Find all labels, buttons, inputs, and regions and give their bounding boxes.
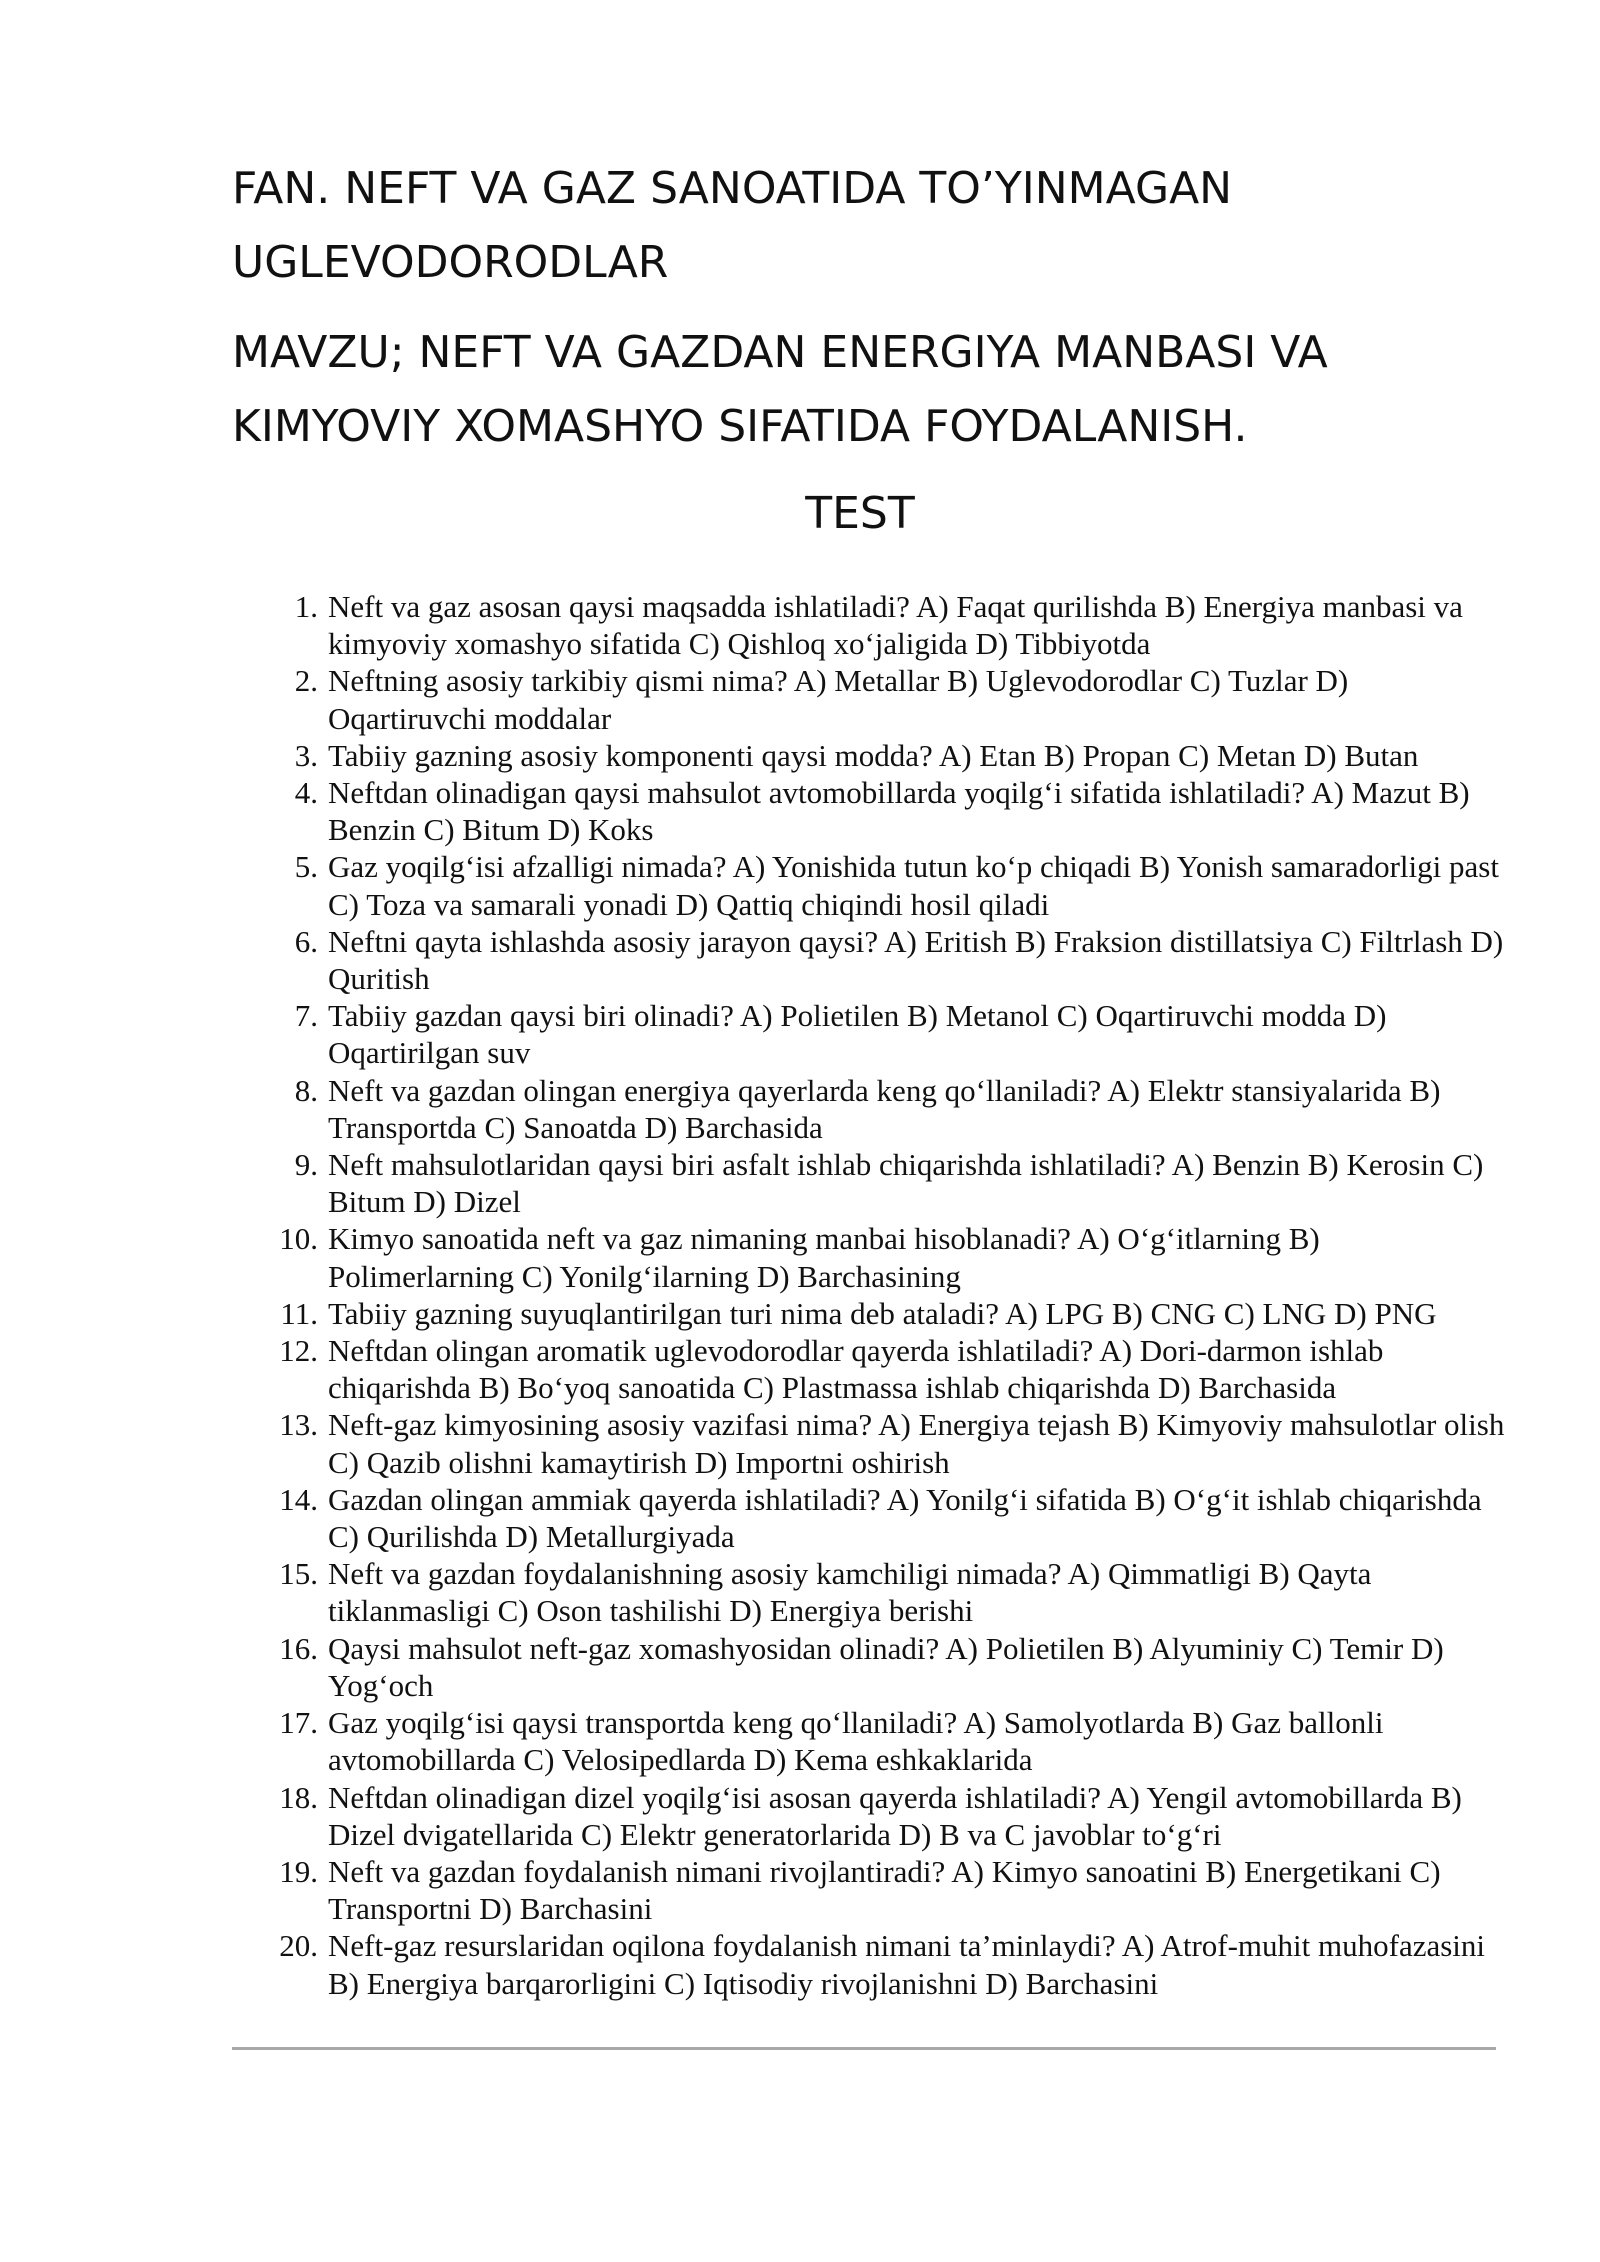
question-text: Qaysi mahsulot neft-gaz xomashyosidan olinadi? A) Polietilen B) Alyuminiy C) Temir D) Yog‘och xyxy=(328,1630,1444,1703)
question-item xyxy=(276,737,1506,774)
question-text: Neft mahsulotlaridan qaysi biri asfalt ishlab chiqarishda ishlatiladi? A) Benzin B) Kerosin C) Bitum D) Dizel xyxy=(328,1147,1484,1220)
question-number: 14. xyxy=(279,1481,318,1517)
question-number: 1. xyxy=(294,589,318,624)
question-item xyxy=(276,588,1506,662)
question-number: 7. xyxy=(294,998,318,1034)
question-text: Tabiiy gazning asosiy komponenti qaysi modda? A) Etan B) Propan C) Metan D) Butan xyxy=(328,737,1419,773)
question-text: Neft-gaz kimyosining asosiy vazifasi nima? A) Energiya tejash B) Kimyoviy mahsulotlar olish C) Qazib olishni kamaytirish D) Importni oshirish xyxy=(328,1407,1505,1480)
question-item xyxy=(276,1146,1506,1220)
question-text: Neft va gazdan olingan energiya qayerlarda keng qo‘llaniladi? A) Elektr stansiyalarida B) Transportda C) Sanoatda D) Barchasida xyxy=(328,1072,1441,1145)
question-number: 17. xyxy=(279,1705,318,1741)
question-item xyxy=(276,1779,1506,1853)
question-item xyxy=(276,848,1506,922)
subject-heading: FAN. NEFT VA GAZ SANOATIDA TO’YINMAGAN UGLEVODORODLAR xyxy=(232,163,1233,288)
question-item xyxy=(276,1295,1506,1332)
question-text: Gaz yoqilg‘isi qaysi transportda keng qo‘llaniladi? A) Samolyotlarda B) Gaz ballonli avtomobillarda C) Velosipedlarda D) Kema eshkaklarida xyxy=(328,1705,1384,1778)
question-number: 3. xyxy=(294,737,318,773)
question-number: 18. xyxy=(279,1779,318,1815)
question-item xyxy=(276,1332,1506,1406)
horizontal-divider xyxy=(232,2047,1496,2050)
question-item xyxy=(276,1481,1506,1555)
test-title: TEST xyxy=(805,488,915,539)
question-text: Neftning asosiy tarkibiy qismi nima? A) Metallar B) Uglevodorodlar C) Tuzlar D) Oqartiruvchi moddalar xyxy=(328,663,1349,736)
question-item xyxy=(276,1555,1506,1629)
question-item xyxy=(276,1072,1506,1146)
question-text: Neftni qayta ishlashda asosiy jarayon qaysi? A) Eritish B) Fraksion distillatsiya C) Filtrlash D) Quritish xyxy=(328,923,1504,997)
question-text: Tabiiy gazning suyuqlantirilgan turi nima deb ataladi? A) LPG B) CNG C) LNG D) PNG xyxy=(328,1295,1437,1331)
question-text: Neft va gaz asosan qaysi maqsadda ishlatiladi? A) Faqat qurilishda B) Energiya manbasi va kimyoviy xomashyo sifatida C) Qishloq xo‘jaligida D) Tibbiyotda xyxy=(328,589,1463,662)
question-number: 13. xyxy=(279,1407,318,1443)
question-item xyxy=(276,1853,1506,1927)
question-number: 9. xyxy=(294,1147,318,1183)
question-item xyxy=(276,1630,1506,1704)
question-text: Neft va gazdan foydalanish nimani rivojlantiradi? A) Kimyo sanoatini B) Energetikani C) Transportni D) Barchasini xyxy=(328,1853,1441,1927)
question-number: 4. xyxy=(294,775,318,811)
question-item xyxy=(276,1406,1506,1480)
question-number: 11. xyxy=(280,1295,318,1331)
question-number: 8. xyxy=(294,1072,318,1108)
question-item xyxy=(276,1927,1506,2001)
question-number: 15. xyxy=(279,1556,318,1592)
question-number: 12. xyxy=(279,1333,318,1369)
question-number: 19. xyxy=(279,1853,318,1889)
question-number: 6. xyxy=(294,923,318,959)
topic-heading: MAVZU; NEFT VA GAZDAN ENERGIYA MANBASI VA KIMYOVIY XOMASHYO SIFATIDA FOYDALANISH. xyxy=(232,327,1328,452)
question-text: Kimyo sanoatida neft va gaz nimaning manbai hisoblanadi? A) O‘g‘itlarning B) Polimerlarning C) Yonilg‘ilarning D) Barchasining xyxy=(328,1221,1320,1294)
question-item xyxy=(276,774,1506,848)
question-item xyxy=(276,1704,1506,1778)
question-number: 10. xyxy=(279,1221,318,1257)
question-text: Neft-gaz resurslaridan oqilona foydalanish nimani ta’minlaydi? A) Atrof-muhit muhofazasini B) Energiya barqarorligini C) Iqtisodiy rivojlanishni D) Barchasini xyxy=(328,1928,1486,2001)
question-text: Neftdan olingan aromatik uglevodorodlar qayerda ishlatiladi? A) Dori-darmon ishlab chiqarishda B) Bo‘yoq sanoatida C) Plastmassa ishlab chiqarishda D) Barchasida xyxy=(328,1333,1384,1406)
question-text: Neftdan olinadigan qaysi mahsulot avtomobillarda yoqilg‘i sifatida ishlatiladi? A) Mazut B) Benzin C) Bitum D) Koks xyxy=(328,775,1470,848)
question-text: Gaz yoqilg‘isi afzalligi nimada? A) Yonishida tutun ko‘p chiqadi B) Yonish samaradorligi past C) Toza va samarali yonadi D) Qattiq chiqindi hosil qiladi xyxy=(328,849,1499,922)
question-item xyxy=(276,1220,1506,1294)
question-item xyxy=(276,997,1506,1071)
question-text: Neftdan olinadigan dizel yoqilg‘isi asosan qayerda ishlatiladi? A) Yengil avtomobillarda B) Dizel dvigatellarida C) Elektr generatorlarida D) B va C javoblar to‘g‘ri xyxy=(328,1779,1462,1852)
question-number: 20. xyxy=(279,1928,318,1964)
question-item xyxy=(276,662,1506,736)
question-list xyxy=(276,588,1506,2002)
question-text: Neft va gazdan foydalanishning asosiy kamchiligi nimada? A) Qimmatligi B) Qayta tiklanmasligi C) Oson tashilishi D) Energiya berishi xyxy=(328,1556,1372,1629)
question-number: 2. xyxy=(294,663,318,699)
question-item xyxy=(276,923,1506,997)
question-number: 16. xyxy=(279,1630,318,1666)
question-text: Gazdan olingan ammiak qayerda ishlatiladi? A) Yonilg‘i sifatida B) O‘g‘it ishlab chiqarishda C) Qurilishda D) Metallurgiyada xyxy=(328,1481,1482,1555)
question-number: 5. xyxy=(294,849,318,885)
question-text: Tabiiy gazdan qaysi biri olinadi? A) Polietilen B) Metanol C) Oqartiruvchi modda D) Oqartirilgan suv xyxy=(328,998,1387,1071)
